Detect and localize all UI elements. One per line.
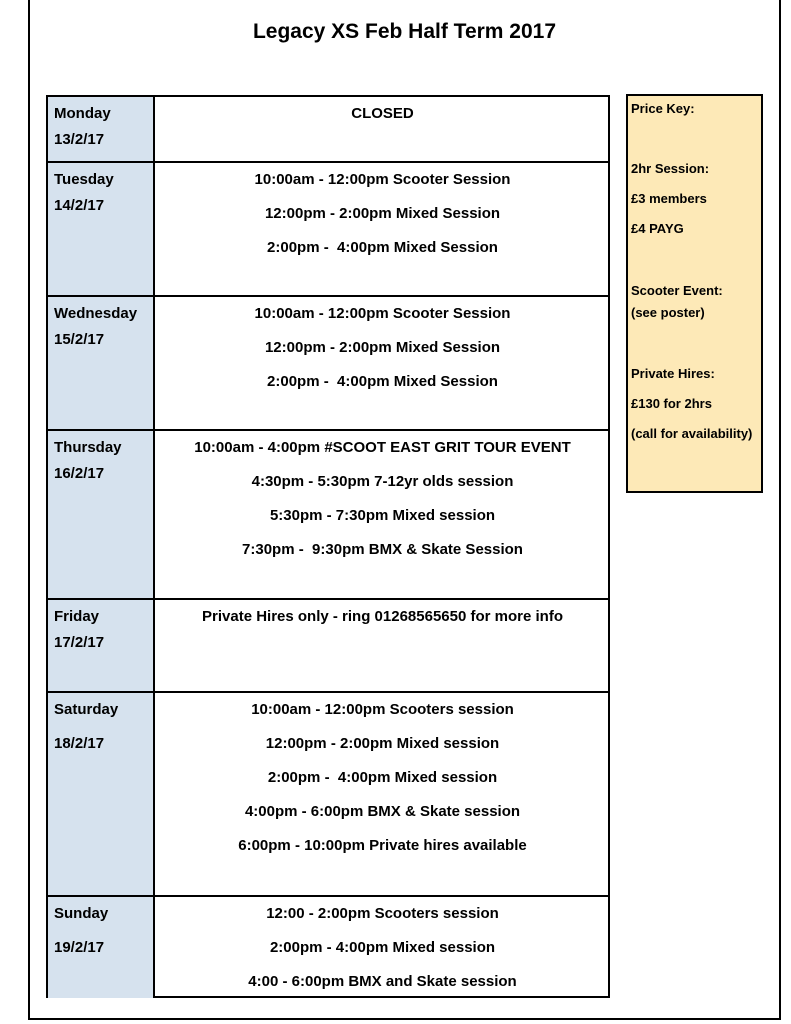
page-title: Legacy XS Feb Half Term 2017 <box>252 20 557 43</box>
sessions-cell <box>157 431 608 600</box>
day-name: Monday <box>54 105 111 122</box>
day-name: Friday <box>54 608 100 625</box>
day-name: Tuesday <box>54 171 114 188</box>
session-line: CLOSED <box>351 105 414 122</box>
session-line: Private Hires only - ring 01268565650 for more info <box>202 608 563 625</box>
schedule-row-tuesday <box>48 161 608 297</box>
day-cell <box>48 693 155 897</box>
session-line: 6:00pm - 10:00pm Private hires available <box>238 837 527 854</box>
schedule-row-friday <box>48 598 608 693</box>
schedule-row-wednesday <box>48 295 608 431</box>
day-date: 19/2/17 <box>54 939 105 956</box>
session-line: 10:00am - 12:00pm Scooter Session <box>254 171 511 188</box>
price-key-line: Private Hires: <box>631 366 715 381</box>
sessions-cell <box>157 163 608 297</box>
session-line: 5:30pm - 7:30pm Mixed session <box>269 507 496 524</box>
sessions-cell <box>157 600 608 693</box>
day-name: Thursday <box>54 439 122 456</box>
day-name: Sunday <box>54 905 109 922</box>
session-line: 12:00pm - 2:00pm Mixed Session <box>264 205 501 222</box>
price-key-line: 2hr Session: <box>631 161 710 176</box>
session-line: 4:00pm - 6:00pm BMX & Skate session <box>244 803 521 820</box>
schedule-row-saturday <box>48 691 608 897</box>
price-key-line: Scooter Event: <box>631 283 723 298</box>
day-date: 16/2/17 <box>54 465 105 482</box>
session-line: 10:00am - 12:00pm Scooter Session <box>254 305 511 322</box>
session-line: 4:30pm - 5:30pm 7-12yr olds session <box>251 473 514 490</box>
price-key-box <box>626 94 763 493</box>
day-cell <box>48 897 155 998</box>
session-line: 2:00pm - 4:00pm Mixed session <box>269 939 496 956</box>
day-name: Saturday <box>54 701 119 718</box>
session-line: 12:00 - 2:00pm Scooters session <box>266 905 499 922</box>
day-cell <box>48 431 155 600</box>
day-date: 18/2/17 <box>54 735 105 752</box>
day-cell <box>48 97 155 161</box>
session-line: 2:00pm - 4:00pm Mixed session <box>267 769 498 786</box>
session-line: 10:00am - 12:00pm Scooters session <box>251 701 514 718</box>
sessions-cell <box>157 693 608 897</box>
price-key-line: £130 for 2hrs <box>631 396 712 411</box>
session-line: 10:00am - 4:00pm #SCOOT EAST GRIT TOUR EVENT <box>194 439 571 456</box>
day-name: Wednesday <box>54 305 138 322</box>
day-cell <box>48 600 155 693</box>
schedule-row-monday <box>48 97 608 161</box>
schedule-table <box>46 95 610 998</box>
sessions-cell <box>157 297 608 431</box>
session-line: 2:00pm - 4:00pm Mixed Session <box>267 373 498 390</box>
day-date: 14/2/17 <box>54 197 105 214</box>
day-date: 17/2/17 <box>54 634 105 651</box>
day-date: 15/2/17 <box>54 331 105 348</box>
session-line: 12:00pm - 2:00pm Mixed Session <box>264 339 501 356</box>
day-cell <box>48 163 155 297</box>
sessions-cell <box>157 97 608 161</box>
price-key-heading: Price Key: <box>631 101 695 116</box>
session-line: 7:30pm - 9:30pm BMX & Skate Session <box>242 541 523 558</box>
session-line: 12:00pm - 2:00pm Mixed session <box>265 735 500 752</box>
day-date: 13/2/17 <box>54 131 105 148</box>
session-line: 4:00 - 6:00pm BMX and Skate session <box>248 973 517 990</box>
session-line: 2:00pm - 4:00pm Mixed Session <box>267 239 498 256</box>
price-key-line: £3 members <box>631 191 707 206</box>
price-key-line: (see poster) <box>631 305 705 320</box>
price-key-line: £4 PAYG <box>631 221 684 236</box>
sessions-cell <box>157 897 608 998</box>
schedule-row-thursday <box>48 429 608 600</box>
day-cell <box>48 297 155 431</box>
schedule-row-sunday <box>48 895 608 998</box>
price-key-line: (call for availability) <box>631 426 753 441</box>
